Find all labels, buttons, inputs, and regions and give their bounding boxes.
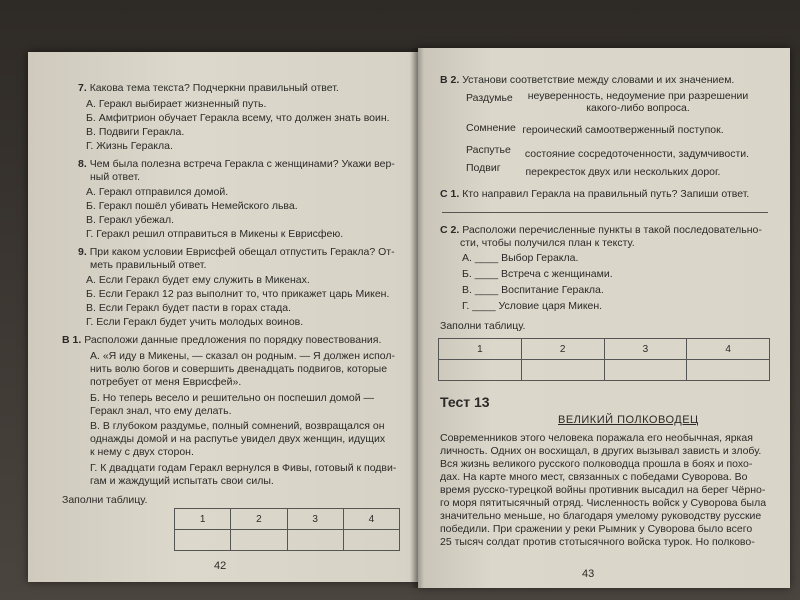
b1-line: нить волю богов и совершить двенадцать подвигов, которые [90,363,388,375]
story-line: личность. Одних он восхищал, в других вызывал зависть и злобу. [440,445,762,457]
test-heading: Тест 13 [440,394,490,410]
q9-option-b: Б. Если Геракл 12 раз выполнит то, что прикажет царь Микен. [86,288,390,300]
table-cell[interactable] [521,360,604,381]
q9-option-d: Г. Если Геракл будет учить молодых воинов. [86,316,304,328]
right-page [418,48,790,588]
table-header: 1 [439,339,522,360]
fill-table-label: Заполни таблицу. [440,320,526,332]
word-razdumye: Раздумье [466,92,513,104]
question-9-line2: меть правильный ответ. [90,259,207,271]
task-c2: С 2. Расположи перечисленные пункты в такой последовательно- [440,224,762,236]
story-line: дах. На карте много мест, связанных с победами Суворова. Во [440,471,748,483]
table-cell[interactable] [175,530,231,551]
q7-option-a: А. Геракл выбирает жизненный путь. [86,98,267,110]
question-8-line2: ный ответ. [90,171,141,183]
b1-line: Г. К двадцати годам Геракл вернулся в Фивы, готовый к подви- [90,462,397,474]
task-c1: С 1. Кто направил Геракла на правильный путь? Запиши ответ. [440,188,750,200]
table-header: 4 [687,339,770,360]
meaning-1: неуверенность, недоумение при разрешении какого-либо вопроса. [527,90,749,114]
plan-item-d: Г. ____ Условие царя Микен. [462,300,603,312]
answer-table [174,508,400,551]
answer-line[interactable] [442,212,768,213]
blank[interactable]: ____ [474,284,499,296]
task-c2-line2: сти, чтобы получился план к тексту. [460,237,635,249]
page-number: 43 [582,568,595,580]
b1-line: гам и жаждущий испытать свои силы. [90,475,274,487]
q7-option-d: Г. Жизнь Геракла. [86,140,173,152]
q8-option-c: В. Геракл убежал. [86,214,174,226]
word-somnenie: Сомнение [466,122,516,134]
word-podvig: Подвиг [466,162,501,174]
table-header: 3 [604,339,687,360]
b1-line: к нему с двух сторон. [90,446,194,458]
story-line: время русско-турецкой войны противник высадил на берег Чёрно- [440,484,766,496]
story-line: го моря пятитысячный отряд. Численность войск у Суворова была [440,497,767,509]
table-cell[interactable] [231,530,287,551]
table-cell[interactable] [343,530,399,551]
b1-line: Геракл знал, что ему делать. [90,405,232,417]
b1-line: А. «Я иду в Микены, — сказал он родным. — Я должен испол- [90,350,396,362]
story-line: Современников этого человека поражала его необычная, яркая [440,432,753,444]
page-number: 42 [214,560,227,572]
q8-option-d: Г. Геракл решил отправиться в Микены к Еврисфею. [86,228,344,240]
question-7: 7. Какова тема текста? Подчеркни правильный ответ. [78,82,339,94]
table-header: 4 [343,509,399,530]
q9-option-a: А. Если Геракл будет ему служить в Микенах. [86,274,310,286]
meaning-4: перекресток двух или нескольких дорог. [525,166,721,178]
story-title: ВЕЛИКИЙ ПОЛКОВОДЕЦ [558,414,699,426]
left-page [28,52,418,582]
fill-table-label: Заполни таблицу. [62,494,148,506]
word-rasputye: Распутье [466,144,511,156]
table-cell[interactable] [687,360,770,381]
q7-option-c: В. Подвиги Геракла. [86,126,185,138]
table-cell[interactable] [604,360,687,381]
story-line: победили. При сражении у реки Рымник у Суворова было всего [440,523,753,535]
q7-option-b: Б. Амфитрион обучает Геракла всему, что должен знать воин. [86,112,390,124]
task-b2: В 2. Установи соответствие между словами и их значением. [440,74,735,86]
plan-item-c: В. ____ Воспитание Геракла. [462,284,604,296]
task-b1: В 1. Расположи данные предложения по порядку повествования. [62,334,382,346]
story-line: Вся жизнь великого русского полководца прошла в боях и похо- [440,458,753,470]
question-8: 8. Чем была полезна встреча Геракла с женщинами? Укажи вер- [78,158,395,170]
q8-option-b: Б. Геракл пошёл убивать Немейского льва. [86,200,298,212]
table-header: 1 [175,509,231,530]
question-9: 9. При каком условии Еврисфей обещал отпустить Геракла? От- [78,246,395,258]
b1-line: однажды домой и на распутье увидел двух женщин, идущих [90,433,386,445]
plan-item-b: Б. ____ Встреча с женщинами. [462,268,613,280]
b1-line: В. В глубоком раздумье, полный сомнений, возвращался он [90,420,385,432]
blank[interactable]: ____ [472,300,496,312]
b1-line: потребует от меня Еврисфей». [90,376,242,388]
table-header: 2 [521,339,604,360]
q8-option-a: А. Геракл отправился домой. [86,186,229,198]
plan-item-a: А. ____ Выбор Геракла. [462,252,579,264]
story-line: значительно меньше, но благодаря умелому руководству русские [440,510,762,522]
table-header: 2 [231,509,287,530]
blank[interactable]: ____ [474,268,499,280]
q9-option-c: В. Если Геракл будет пасти в горах стада. [86,302,291,314]
book-spine [410,48,424,588]
story-line: 25 тысяч солдат против стотысячного войска турок. Но полково- [440,536,755,548]
meaning-3: состояние сосредоточенности, задумчивости. [524,148,750,160]
table-cell[interactable] [439,360,522,381]
table-header: 3 [287,509,343,530]
b1-line: Б. Но теперь весело и решительно он поспешил домой — [90,392,374,404]
meaning-2: героический самоотверженный поступок. [522,124,724,136]
blank[interactable]: ____ [474,252,499,264]
table-cell[interactable] [287,530,343,551]
answer-table [438,338,770,381]
